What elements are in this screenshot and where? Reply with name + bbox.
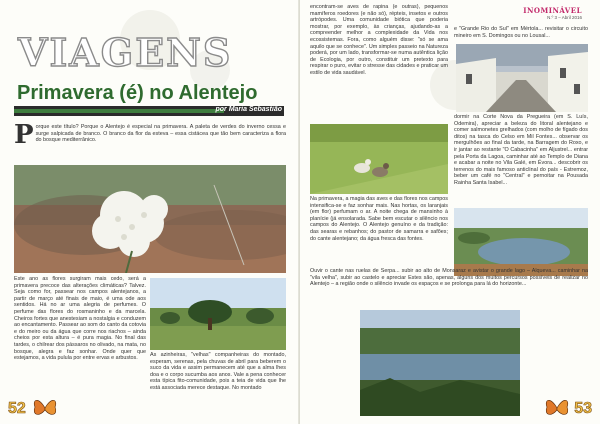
intro-paragraph bbox=[14, 120, 286, 164]
page-number-right: 53 bbox=[574, 400, 592, 417]
photo-river-reeds bbox=[360, 310, 520, 416]
river-illustration bbox=[360, 310, 520, 416]
ducks-illustration bbox=[310, 124, 448, 194]
photo-ducks-grass bbox=[310, 124, 448, 194]
right-column-2-mid: dormir na Corte Nova da Pregueira (em S. Luís, Odemira), apreciar a beleza do litoral alentejano e comer salmonetes grelhados (com molho de fígado dos ditos) na tasca do Celso em Mil Fontes... observar os mergulhões ao final da tarde, na Barragem do Roxo, e ir jantar ao restante "O Cabacinha" em Aljustrel... entrar pela Porta da Lagoa, caminhar até ao Templo de Diana e acabar a noite no Vila Galé, em Évora... descobrir os terrenos do mais famoso anticlinal do país - Estremoz, beber um café no "Central" e pernoitar na Pousada Rainha Santa Isabel... bbox=[454, 114, 588, 186]
photo-lake-landscape bbox=[454, 208, 588, 276]
field-illustration bbox=[150, 278, 286, 350]
page-number-left: 52 bbox=[8, 400, 26, 417]
section-title: VIAGENS bbox=[18, 30, 233, 75]
butterfly-icon bbox=[544, 396, 570, 420]
byline-strip bbox=[14, 109, 224, 113]
right-column-1-mid: Na primavera, a magia das aves e das flores nos campos intensifica-se e faz sonhar mais. Nas hortas, os laranjais (em flor) perfumam o ar. A noite chega de mansinho à planície (já ensolarada. Sabe bem escutar o silêncio nos campos do Alentejo. O Alentejo genuíno e da tradição: das searas e rebanhos; do pastor de samarra e safões; do cante alentejano; da água fresca das fontes. bbox=[310, 196, 448, 242]
left-column-2: As azinheiras, "velhas" companheiras do montado, esperam, serenas, pela chuvas de abril para beberem o suco da vida e assim permanecem até que a alma lhes doa e o corpo sucumba aos anos. Vale a pena conhecer esta típica fito-comunidade, pois a teia de vida que lhe está associada merece destaque. No montado bbox=[150, 352, 286, 391]
magazine-logo: INOMINÁVEL bbox=[523, 6, 582, 15]
flower-illustration bbox=[14, 165, 286, 273]
left-column-1: Este ano as flores surgiram mais cedo, será a primavera precoce das alterações climáticas? Talvez. Seja como for, passear nos campos alentejanos, a partir de março até finais de maio, é uma ode aos sentidos. Há no ar uma alegria de perfumes. O perfume das flores do rosmaninho e da marcela. Cheiros fortes que anestesiam a nostalgia e conduzem ao encantamento. Passear ao som do canto da cotovia e do meiro ou da água que corre nos riachos – ainda cheios por esta altura – é pura magia. No final das tardes, o chilrear dos pássaros no olivado, na mata, no bosque, alegra e faz sonhar. Onde quer que estejamos, a vida pulula por entre ervas e arbustos. bbox=[14, 276, 146, 362]
intro-text: orque este título? Porque o Alentejo é especial na primavera. A paleta de verdes do inverno cessa e surge salpicada de branco. O branco da flor da esteva – essa cistácea que tão bem caracteriza a flora do bosque mediterrânico. bbox=[35, 124, 286, 144]
right-bottom-paragraph: Ouvir o cante nas ruelas de Serpa... subir ao alto de Monsaraz e avistar o grande lago – Alqueva... caminhar na "vila velha", subir ao castelo e apreciar Estes são, apenas, alguns dos muitos percursos possíveis de realizar no Alentejo – a região onde o silêncio invade os espaços e se prolonga para lá do horizonte... bbox=[310, 268, 588, 288]
village-illustration bbox=[456, 44, 588, 112]
butterfly-icon bbox=[32, 396, 58, 420]
drop-cap: P bbox=[14, 120, 34, 150]
right-column-1-top: encontram-se aves de rapina (e outras), pequenos mamíferos roedores (e não só), répteis, insetos e outros artrópodes. Uma comunidade biótica que poderia mostrar, por exemplo, às crianças, ajudando-as a compreender melhor a complexidade da Vida nos ecossistemas. Fora, como alguém disse: "só se ama aquilo que se conhece". Um simples passeio na Natureza poderá, por um lado, transformar-se numa autêntica lição de Ecologia, por outro, constituir um pretexto para respirar o puro, evitar o stresse das cidades e praticar um estilo de vida saudável. bbox=[310, 4, 448, 76]
photo-white-flower bbox=[14, 165, 286, 273]
photo-cork-oak-field bbox=[150, 278, 286, 350]
byline: por Maria Sebastião bbox=[215, 106, 282, 113]
magazine-header bbox=[523, 6, 582, 20]
right-page bbox=[300, 0, 600, 424]
photo-village-street bbox=[456, 44, 588, 112]
article-headline: Primavera (é) no Alentejo bbox=[17, 82, 258, 104]
right-column-2-top: e "Grande Rio do Sul" em Mértola... revisitar o circuito mineiro em S. Domingos ou no Lousal... bbox=[454, 26, 588, 39]
issue-info: N.º 3 – Abril 2016 bbox=[547, 15, 582, 20]
lake-illustration bbox=[454, 208, 588, 276]
